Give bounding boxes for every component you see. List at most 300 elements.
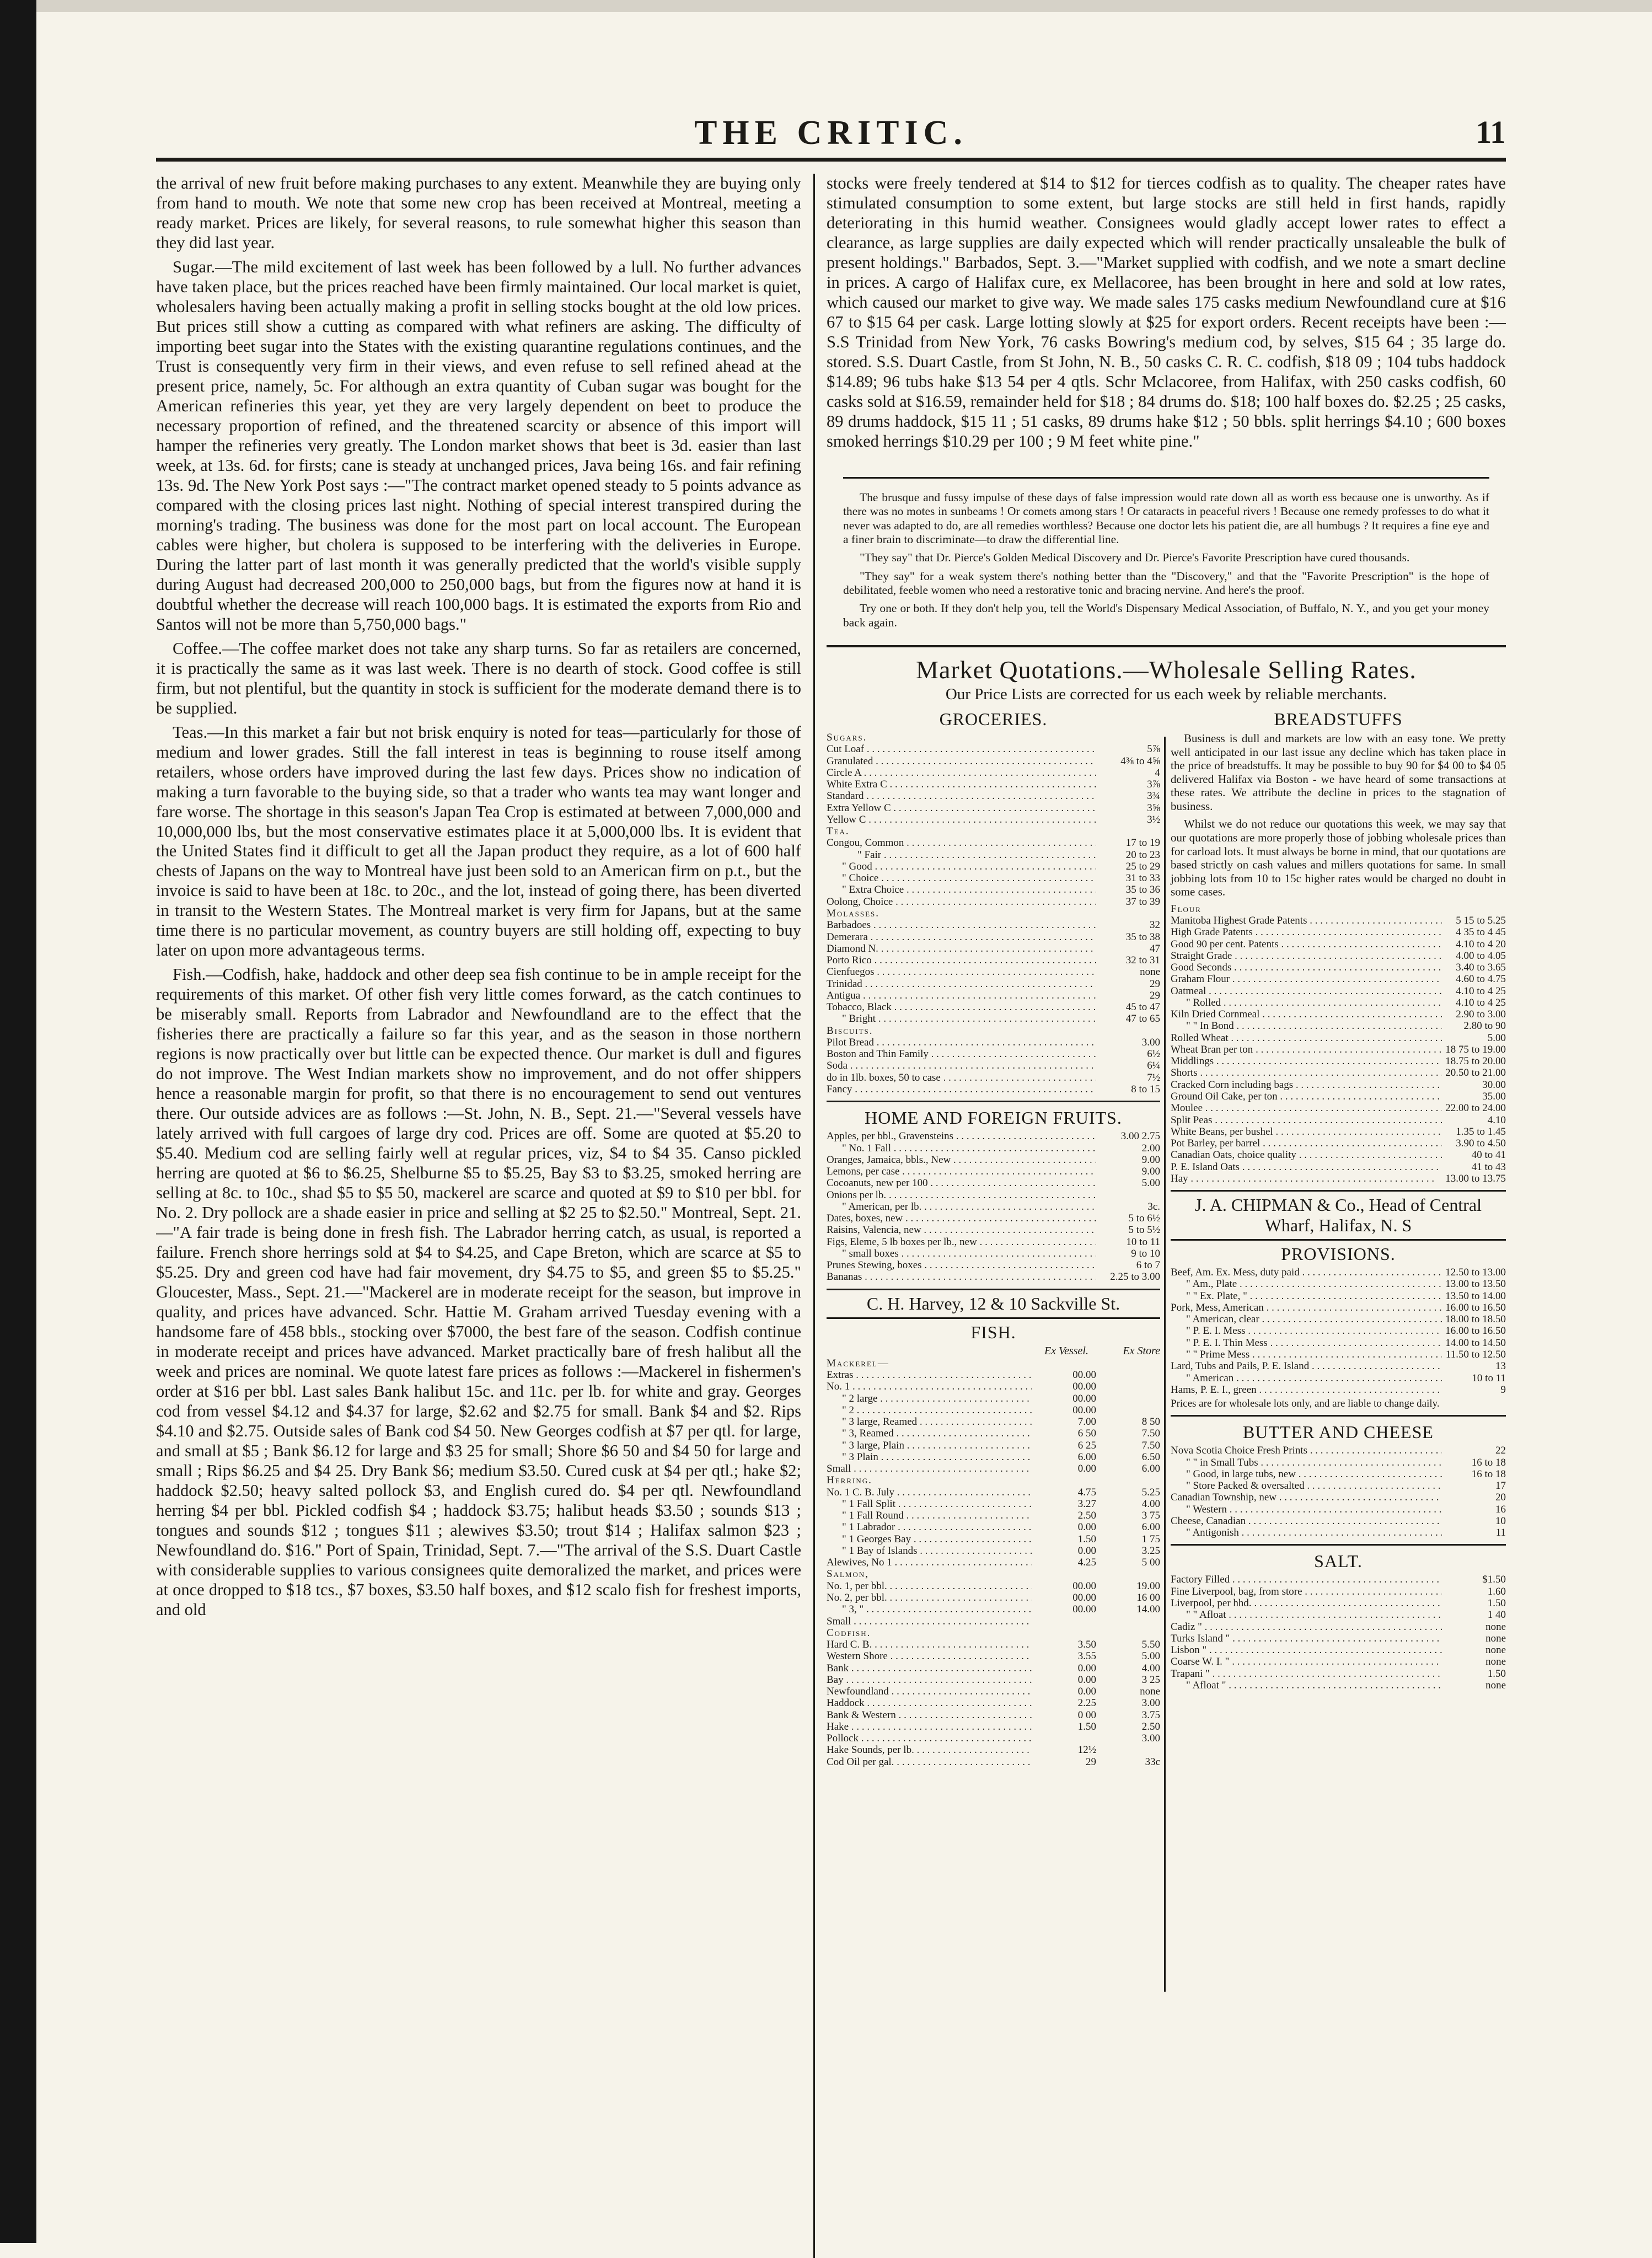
price-value: 31 to 33 <box>1125 872 1160 884</box>
fish-ex-vessel: 4.75 <box>1077 1486 1096 1498</box>
newspaper-page <box>156 114 1506 2258</box>
price-label: " small boxes . . . <box>827 1248 1096 1259</box>
price-value: 47 to 65 <box>1125 1013 1160 1025</box>
price-row <box>827 779 1160 790</box>
notice-paragraph: "They say" that Dr. Pierce's Golden Medical Discovery and Dr. Pierce's Favorite Prescription have cured thousands. <box>860 551 1410 565</box>
price-label: Flour <box>1171 903 1202 915</box>
price-label: Liverpool, per hhd. . . . <box>1171 1597 1442 1609</box>
price-row <box>827 1166 1160 1177</box>
fish-row <box>827 1498 1160 1510</box>
fish-ex-store <box>1096 1381 1160 1392</box>
page-top-edge <box>36 0 1652 12</box>
fish-ex-vessel: 0 00 <box>1077 1709 1096 1721</box>
price-label: Sugars. <box>827 732 867 744</box>
price-row <box>827 1001 1160 1013</box>
fish-ex-vessel: 0.00 <box>1077 1463 1096 1475</box>
fish-ex-vessel: 6 25 <box>1077 1439 1096 1451</box>
price-label: Pilot Bread . . . <box>827 1037 1096 1048</box>
table-column-rule <box>1164 737 1166 1992</box>
medical-notice <box>843 477 1489 630</box>
fish-ex-store: 4.00 <box>1141 1498 1160 1510</box>
price-row <box>1171 1161 1506 1173</box>
fish-label: Extras . . . <box>827 1369 1032 1381</box>
price-value: 2.90 to 3.00 <box>1456 1009 1506 1021</box>
fish-label: No. 1 . . . <box>827 1381 1032 1392</box>
price-row <box>827 849 1160 861</box>
price-label: Nova Scotia Choice Fresh Prints . . . <box>1171 1445 1442 1456</box>
price-label: " Antigonish . . . <box>1171 1527 1442 1538</box>
price-value: 5 to 6½ <box>1128 1213 1160 1225</box>
price-value: none <box>1140 966 1160 978</box>
price-label: " P. E. I. Mess . . . <box>1171 1325 1442 1337</box>
price-value <box>1442 903 1506 915</box>
fish-label: Bank . . . <box>827 1662 1032 1674</box>
price-row <box>827 943 1160 954</box>
market-report-paragraph: Sugar.—The mild excitement of last week has been followed by a lull. No further advances have taken place, but the prices reached have been firmly maintained. Our local market is quiet, wholesalers having been actually making a profit in selling stocks bought at the old low prices. But prices still show a cutting as compared with what refiners are asking. The difficulty of importing beet sugar into the States with the existing quarantine regulations continues, and the Trust is consequently very firm in their views, and even refuse to sell refined ahead at the present price, namely, 5c. For although an extra quantity of Cuban sugar was bought for the American refineries this year, yet they are very largely dependent on beet to produce the necessary proportion of refined, and the threatened scarcity or absence of this import will hamper the refineries very greatly. The London market shows that beet is 3d. easier than last week, at 13s. 6d. for firsts; cane is steady at unchanged prices, Java being 16s. and fair refining 13s. 9d. The New York Post says :—"The contract market opened steady to 5 points advance as compared with the closing prices last night. Nothing of special interest transpired during the morning's trading. The business was done for the most part on local account. The European cables were higher, but cholera is supposed to be interfering with the deliveries in Europe. During the latter part of last month it was generally predicted that the world's visible supply during August had decreased 200,000 to 250,000 bags, but from the figures now at hand it is doubtful whether the decrease will reach 100,000 bags. It is estimated the exports from Rio and Santos will not be more than 5,750,000 bags." <box>156 257 801 634</box>
fish-row <box>827 1404 1160 1416</box>
price-label: Oranges, Jamaica, bbls., New . . . <box>827 1154 1096 1166</box>
price-label: Yellow C . . . <box>827 814 1096 825</box>
price-value: 16.00 to 16.50 <box>1445 1325 1506 1337</box>
price-label: " Am., Plate . . . <box>1171 1278 1442 1290</box>
fish-label: No. 1, per bbl. . . . <box>827 1580 1032 1592</box>
price-row <box>1171 1149 1506 1161</box>
fish-label: Small . . . <box>827 1463 1032 1474</box>
price-row <box>827 1060 1160 1071</box>
price-row <box>827 990 1160 1001</box>
fish-row <box>827 1416 1160 1428</box>
fish-ex-store: 3.75 <box>1141 1709 1160 1721</box>
price-row <box>1171 1468 1506 1480</box>
fish-ex-store: 5 00 <box>1141 1557 1160 1569</box>
price-value <box>1096 732 1160 743</box>
price-value: 5 15 to 5.25 <box>1456 915 1506 927</box>
price-row <box>827 1189 1160 1201</box>
price-row <box>1171 915 1506 926</box>
price-value: none <box>1485 1621 1506 1633</box>
price-value: 32 to 31 <box>1125 954 1160 967</box>
price-value: 4.10 to 4 25 <box>1456 985 1506 997</box>
fish-ex-vessel: 6.00 <box>1077 1451 1096 1463</box>
fruits-credit: C. H. Harvey, 12 & 10 Sackville St. <box>827 1289 1160 1319</box>
price-row <box>827 1154 1160 1166</box>
fish-row <box>827 1510 1160 1521</box>
price-label: Cut Loaf . . . <box>827 743 1096 755</box>
fish-ex-vessel: 00.00 <box>1072 1603 1096 1616</box>
fish-row <box>827 1487 1160 1498</box>
breadstuffs-heading: BREADSTUFFS <box>1274 709 1403 730</box>
fish-ex-vessel: 00.00 <box>1072 1392 1096 1404</box>
price-value <box>1096 908 1160 919</box>
price-row <box>1171 973 1506 985</box>
price-label: Lisbon " . . . <box>1171 1644 1442 1656</box>
price-label: Molasses. <box>827 908 879 919</box>
price-label: P. E. Island Oats . . . <box>1171 1161 1442 1173</box>
price-label: " Fair . . . <box>827 849 1096 861</box>
price-value: 1 40 <box>1487 1609 1506 1621</box>
price-value: 3⅝ <box>1147 802 1160 814</box>
price-row <box>1171 1325 1506 1337</box>
fish-label: Bank & Western . . . <box>827 1709 1032 1721</box>
fish-ex-store <box>1096 1404 1160 1416</box>
price-label: Canadian Oats, choice quality . . . <box>1171 1149 1442 1161</box>
price-row <box>1171 1044 1506 1055</box>
fish-row <box>827 1440 1160 1451</box>
page-binding-edge <box>0 0 36 2243</box>
fish-row <box>827 1733 1160 1744</box>
provisions-table <box>1171 1267 1506 1396</box>
price-label: " Good . . . <box>827 861 1096 872</box>
price-row <box>1171 1644 1506 1656</box>
fish-ex-store: 2.50 <box>1141 1720 1160 1733</box>
price-row <box>827 1143 1160 1154</box>
price-row <box>827 837 1160 849</box>
price-value: 1.35 to 1.45 <box>1456 1125 1506 1138</box>
salt-table <box>1171 1574 1506 1691</box>
price-row <box>1171 1067 1506 1079</box>
price-value: 14.00 to 14.50 <box>1445 1337 1506 1349</box>
price-label: White Beans, per bushel . . . <box>1171 1126 1442 1138</box>
fish-ex-vessel: 00.00 <box>1072 1580 1096 1592</box>
price-label: " Extra Choice . . . <box>827 884 1096 895</box>
fish-ex-store: 3.25 <box>1141 1544 1160 1557</box>
price-row <box>1171 1267 1506 1278</box>
price-label: Standard . . . <box>827 790 1096 802</box>
price-label: Prunes Stewing, boxes . . . <box>827 1259 1096 1271</box>
fish-ex-vessel: 4.25 <box>1077 1557 1096 1569</box>
price-label: Cienfuegos . . . <box>827 966 1096 978</box>
fish-label: " 3, Reamed . . . <box>827 1428 1032 1439</box>
price-label: Extra Yellow C . . . <box>827 802 1096 814</box>
fish-ex-vessel <box>1032 1568 1096 1580</box>
price-value: none <box>1485 1632 1506 1644</box>
fish-ex-store <box>1096 1616 1160 1627</box>
price-row <box>827 814 1160 825</box>
price-row <box>1171 1032 1506 1044</box>
price-row <box>827 978 1160 990</box>
price-value: 20 <box>1495 1492 1506 1504</box>
price-value: 4.10 to 4 20 <box>1456 938 1506 950</box>
price-row <box>827 1013 1160 1025</box>
price-value: 20 to 23 <box>1125 849 1160 861</box>
price-value: 35 to 38 <box>1125 931 1160 943</box>
notice-paragraph: "They say" for a weak system there's nothing better than the "Discovery," and that the "Favorite Prescription" is the hope of debilitated, feeble women who need a restorative tonic and bracing nervine. And here's the proof. <box>843 569 1489 597</box>
price-label: Rolled Wheat . . . <box>1171 1032 1442 1044</box>
fish-label: " 1 Labrador . . . <box>827 1521 1032 1533</box>
price-label: Onions per lb. . . . <box>827 1189 1096 1201</box>
price-row <box>827 802 1160 814</box>
price-value: 5.00 <box>1487 1032 1506 1044</box>
price-row <box>1171 1621 1506 1633</box>
fish-label: " 2 large . . . <box>827 1393 1032 1404</box>
price-value <box>1096 825 1160 837</box>
price-value: 10 to 11 <box>1472 1372 1506 1384</box>
price-row <box>827 884 1160 895</box>
fish-ex-vessel: 12½ <box>1077 1744 1096 1756</box>
price-label: Oolong, Choice . . . <box>827 896 1096 908</box>
fish-row <box>827 1568 1160 1580</box>
price-label: " American, per lb. . . . <box>827 1201 1096 1213</box>
price-row <box>827 743 1160 755</box>
price-row <box>1171 1278 1506 1290</box>
butter-cheese-heading: BUTTER AND CHEESE <box>1171 1415 1506 1442</box>
price-value: 11.50 to 12.50 <box>1445 1349 1506 1360</box>
price-row <box>1171 1349 1506 1360</box>
breadstuffs-credit: J. A. CHIPMAN & Co., Head of Central Wharf, Halifax, N. S <box>1171 1190 1506 1241</box>
fish-heading: FISH. <box>970 1322 1016 1342</box>
price-value: 6½ <box>1147 1048 1160 1060</box>
price-value: 7½ <box>1147 1071 1160 1084</box>
fish-label: Newfoundland . . . <box>827 1686 1032 1697</box>
price-row <box>827 861 1160 872</box>
fish-row <box>827 1474 1160 1486</box>
price-row <box>1171 950 1506 962</box>
fish-label: " 1 Bay of Islands . . . <box>827 1545 1032 1557</box>
fish-label: Alewives, No 1 . . . <box>827 1557 1032 1568</box>
fish-ex-store: 3.00 <box>1141 1733 1160 1745</box>
breadstuffs-commentary <box>1171 732 1506 899</box>
price-row <box>1171 1527 1506 1538</box>
price-row <box>827 1048 1160 1060</box>
price-label: Congou, Common . . . <box>827 837 1096 849</box>
price-value: none <box>1485 1656 1506 1668</box>
price-label: Manitoba Highest Grade Patents . . . <box>1171 915 1442 926</box>
price-value: 12.50 to 13.00 <box>1445 1267 1506 1279</box>
fish-ex-store: none <box>1140 1686 1160 1698</box>
price-row <box>1171 1597 1506 1609</box>
price-value: 3.00 2.75 <box>1120 1130 1160 1143</box>
fish-ex-store <box>1096 1568 1160 1580</box>
fish-label: Herring. <box>827 1474 872 1487</box>
fish-ex-vessel: 29 <box>1086 1756 1096 1768</box>
price-row <box>1171 1609 1506 1621</box>
price-value: 11 <box>1495 1527 1506 1539</box>
right-column <box>827 174 1506 2258</box>
price-value: 4.00 to 4.05 <box>1456 950 1506 962</box>
fish-ex-vessel: 0.00 <box>1077 1686 1096 1698</box>
price-label: Moulee . . . <box>1171 1102 1442 1114</box>
fish-row <box>827 1369 1160 1381</box>
price-label: " " In Bond . . . <box>1171 1020 1442 1032</box>
price-label: Graham Flour . . . <box>1171 973 1442 985</box>
fish-label: Hake Sounds, per lb. . . . <box>827 1744 1032 1756</box>
fish-row <box>827 1358 1160 1369</box>
price-value: 1.50 <box>1487 1597 1506 1609</box>
groceries-heading: GROCERIES. <box>939 709 1048 730</box>
price-label: High Grade Patents . . . <box>1171 926 1442 938</box>
price-label: Fine Liverpool, bag, from store . . . <box>1171 1586 1442 1597</box>
price-row <box>827 767 1160 779</box>
price-row <box>1171 1126 1506 1138</box>
fish-ex-store <box>1096 1474 1160 1486</box>
price-value: 3⅞ <box>1147 779 1160 791</box>
provisions-note: Prices are for wholesale lots only, and are liable to change daily. <box>1171 1398 1440 1410</box>
price-row <box>1171 1313 1506 1325</box>
price-row <box>827 1025 1160 1037</box>
fish-ex-vessel <box>1032 1733 1096 1744</box>
market-quotations-title: Market Quotations.—Wholesale Selling Rates. <box>916 656 1417 684</box>
price-label: Oatmeal . . . <box>1171 985 1442 997</box>
price-label: Diamond N. . . . <box>827 943 1096 954</box>
fish-row <box>827 1697 1160 1709</box>
price-value: 18.75 to 20.00 <box>1445 1055 1506 1068</box>
price-row <box>1171 997 1506 1009</box>
fish-ex-store: 6.00 <box>1141 1521 1160 1533</box>
price-label: " " Ex. Plate, " . . . <box>1171 1290 1442 1302</box>
fish-ex-vessel: 00.00 <box>1072 1369 1096 1381</box>
price-value: none <box>1485 1644 1506 1656</box>
fish-label: Salmon, <box>827 1568 869 1580</box>
notice-paragraph: Try one or both. If they don't help you, tell the World's Dispensary Medical Association, of Buffalo, N. Y., and you get your money back again. <box>843 602 1489 629</box>
price-value: 2.00 <box>1141 1142 1160 1154</box>
price-row <box>1171 1020 1506 1032</box>
market-quotations-subtitle: Our Price Lists are corrected for us each week by reliable merchants. <box>945 685 1387 704</box>
price-value: 16 to 18 <box>1471 1456 1506 1468</box>
price-value: 10 to 11 <box>1126 1236 1160 1248</box>
fish-ex-store: 5.25 <box>1141 1486 1160 1498</box>
price-label: Cadiz " . . . <box>1171 1621 1442 1633</box>
price-row <box>1171 985 1506 997</box>
price-row <box>827 872 1160 884</box>
price-label: Dates, boxes, new . . . <box>827 1213 1096 1224</box>
price-row <box>827 1224 1160 1236</box>
price-value: 35.00 <box>1482 1091 1506 1103</box>
price-row <box>827 1084 1160 1095</box>
fish-row <box>827 1603 1160 1615</box>
fish-table <box>827 1358 1160 1768</box>
price-row <box>1171 938 1506 950</box>
fish-row <box>827 1463 1160 1474</box>
fish-ex-store: 4.00 <box>1141 1662 1160 1674</box>
fish-ex-vessel: 00.00 <box>1072 1381 1096 1393</box>
price-label: Soda . . . <box>827 1060 1096 1071</box>
fish-ex-vessel: 0.00 <box>1077 1662 1096 1674</box>
price-row <box>1171 1079 1506 1091</box>
price-row <box>1171 1492 1506 1503</box>
price-label: do in 1lb. boxes, 50 to case . . . <box>827 1072 1096 1084</box>
price-row <box>827 896 1160 908</box>
price-value: 9 <box>1500 1383 1506 1396</box>
fish-row <box>827 1533 1160 1545</box>
price-row <box>1171 926 1506 938</box>
price-value: 16 to 18 <box>1471 1468 1506 1480</box>
price-value: 47 <box>1150 942 1160 954</box>
fish-row <box>827 1662 1160 1674</box>
price-label: Raisins, Valencia, new . . . <box>827 1224 1096 1236</box>
price-label: Kiln Dried Cornmeal . . . <box>1171 1009 1442 1020</box>
price-label: Hams, P. E. I., green . . . <box>1171 1384 1442 1396</box>
market-report-paragraph: Teas.—In this market a fair but not brisk enquiry is noted for teas—particularly for those of medium and lower grades. Still the fall interest in teas is beginning to rouse itself among retailers, whose orders have improved during the last few days. Prices show no indication of making a turn favorable to the buying side, so that a trader who wants tea may want longer and fare worse. The shortage in this season's Japan Tea Crop is estimated at between 7,000,000 and 10,000,000 lbs, but the most conservative estimates place it at 5,000,000 lbs. It is evident that the United States find it difficult to get all the Japan product they require, as a lot of 600 half chests of Japans on the way to Montreal have just been sold to an American firm on p.t., but the invoice is said to have been at 18c. to 20c., and the lot, instead of going there, has been diverted in transit to the Western States. The Montreal market is very firm for Japans, but at the same time there is no particular movement, as country buyers are still holding off, expecting to buy later on upon more advantageous terms. <box>156 722 801 960</box>
price-row <box>1171 1656 1506 1667</box>
price-label: " Western . . . <box>1171 1504 1442 1515</box>
price-value: 30.00 <box>1482 1079 1506 1091</box>
market-report-paragraph: Fish.—Codfish, hake, haddock and other deep sea fish continue to be in ample receipt for the requirements of this market. Of other fish very little comes forward, as the catch continues to be miserably small. Reports from Labrador and Newfoundland are to the effect that the fisheries there are practically a failure so far this year, and as the season in those northern regions is now practically over but little can be expected thence. Our market is dull and figures do not improve. The West Indian markets show no improvement, and do not offer shippers hence a reasonable margin for profit, so that there is no encouragement to send out ventures there. Our outside advices are as follows :—St. John, N. B., Sept. 21.—"Several vessels have lately arrived with full cargoes of large dry cod. Prices are off. Some are quoted at $5.20 to $5.40. Medium cod are selling fairly well at regular prices, viz, $4 to $4 35. Canso pickled herring are quoted at $6 to $6.25, Shelburne $5 to $5.25, Bay $3 to $3.25, smoked herring are selling at 8c. to 10c., shad $5 to $5 50, mackerel are scarce and quoted at $9 to $10 per bbl. for No. 2. Dry pollock are a shade easier in price and selling at $2 25 to $2.50." Montreal, Sept. 21.—"A fair trade is being done in fresh fish. The Labrador herring catch, as usual, is reported a failure. French shore herrings sold at $4 to $4.25, and Cape Breton, which are scarce at $5 to $5.25. Dry and green cod have had fair movement, dry $4.75 to $5, and green $5 to $5.25." Gloucester, Mass., Sept. 21.—"Mackerel are in moderate receipt for the season, but improve in quality, and prices have advanced. Schr. Hattie M. Graham arrived Tuesday evening with a handsome fare of 458 bbls., stocking over $7000, the best fare of the season. Codfish continue in moderate receipt and prices have advanced. Market practically bare of fresh halibut all the week and prices are nominal. We quote latest fare prices as follows :—Mackerel in fishermen's order at $16 per bbl. Last sales Bank halibut 15c. and 11c. per lb. for white and gray. Georges cod from vessel $4.12 and $4.37 for large, $2.62 and $2.75 for small. Bank $4 and $2. Rips $4.10 and $2.75. Outside sales of Bank cod $4 50. New Georges codfish at $7 per qtl. for large, and small at $5 ; Bank $6.12 for large and $3 25 for small; Shore $6 50 and $4 50 for large and small ; Rips $6.25 and $4 25. Dry Bank $6; medium $3.50. Cured cusk at $4 per qtl.; hake $2; haddock $2.50; heavy salted pollock $3, and English cured do. $4 per qtl. Newfoundland herring $4 per bbl. Pickled codfish $4 ; haddock $3.75; halibut heads $3.50 ; sounds $13 ; tongues and sounds $12 ; tongues $11 ; alewives $3.50; trout $14 ; Halifax salmon $23 ; Newfoundland do. $16." Port of Spain, Trinidad, Sept. 7.—"The arrival of the S.S. Duart Castle with considerable supplies to various consignees quite demoralized the market, and prices were at once dropped to $18 tcs., $7 boxes, $3.50 half boxes, and $12 scalo fish for freshest imports, and old <box>156 965 801 1619</box>
price-row <box>1171 1668 1506 1680</box>
price-row <box>827 931 1160 943</box>
fish-label: Pollock . . . <box>827 1733 1032 1744</box>
market-quotations-header <box>827 645 1506 704</box>
fish-col-ex-store: Ex Store <box>1123 1344 1160 1357</box>
left-column <box>156 174 801 2258</box>
price-value: 3½ <box>1147 813 1160 825</box>
price-value <box>1096 1189 1160 1201</box>
fish-ex-vessel: 7.00 <box>1077 1416 1096 1428</box>
price-label: Biscuits. <box>827 1025 873 1037</box>
fish-ex-vessel: 0.00 <box>1077 1521 1096 1533</box>
price-row <box>1171 962 1506 973</box>
fish-row <box>827 1650 1160 1662</box>
fish-label: No. 1 C. B. July . . . <box>827 1487 1032 1498</box>
price-row <box>827 1248 1160 1259</box>
fish-label: " 2 . . . <box>827 1404 1032 1416</box>
fish-ex-store: 3 25 <box>1141 1674 1160 1686</box>
market-report-paragraph: Coffee.—The coffee market does not take any sharp turns. So far as retailers are concerned, it is practically the same as it was last week. There is no dearth of stock. Good coffee is still firm, but not plentiful, but the quantity in stock is sufficient for the moderate demand there is to be supplied. <box>156 639 801 717</box>
price-row <box>827 790 1160 802</box>
fish-ex-store: 3.00 <box>1141 1697 1160 1709</box>
price-row <box>1171 1515 1506 1527</box>
price-label: Coarse W. I. " . . . <box>1171 1656 1442 1667</box>
price-row <box>827 1130 1160 1142</box>
fish-ex-store <box>1096 1369 1160 1381</box>
price-value: 32 <box>1150 919 1160 931</box>
fish-row <box>827 1521 1160 1533</box>
fish-row <box>827 1592 1160 1603</box>
market-table-right <box>1171 707 1506 1691</box>
price-label: Fancy . . . <box>827 1084 1096 1095</box>
fish-ex-vessel: 1.50 <box>1077 1533 1096 1545</box>
price-label: Bananas . . . <box>827 1271 1096 1283</box>
price-label: " Rolled . . . <box>1171 997 1442 1009</box>
price-value: 13 <box>1495 1360 1506 1372</box>
price-label: Trinidad . . . <box>827 978 1096 990</box>
price-value: 41 to 43 <box>1471 1161 1506 1173</box>
price-row <box>1171 1384 1506 1396</box>
price-value: $1.50 <box>1482 1574 1506 1586</box>
price-value: 35 to 36 <box>1125 884 1160 896</box>
price-label: Straight Grade . . . <box>1171 950 1442 962</box>
price-value: 16.00 to 16.50 <box>1445 1301 1506 1313</box>
price-value: 9.00 <box>1141 1154 1160 1166</box>
fish-row <box>827 1756 1160 1768</box>
price-label: Ground Oil Cake, per ton . . . <box>1171 1091 1442 1102</box>
price-label: " No. 1 Fall . . . <box>827 1143 1096 1154</box>
price-row <box>1171 1302 1506 1313</box>
price-label: Porto Rico . . . <box>827 954 1096 966</box>
price-label: Good 90 per cent. Patents . . . <box>1171 938 1442 950</box>
price-row <box>827 1201 1160 1213</box>
fish-row <box>827 1393 1160 1404</box>
fish-ex-vessel: 3.55 <box>1077 1650 1096 1662</box>
price-value: 13.00 to 13.75 <box>1445 1172 1506 1184</box>
fish-row <box>827 1709 1160 1721</box>
price-value: 4⅜ to 4⅝ <box>1120 755 1160 767</box>
fish-row <box>827 1627 1160 1639</box>
price-value: 3.00 <box>1141 1036 1160 1048</box>
provisions-heading: PROVISIONS. <box>1281 1244 1396 1264</box>
price-label: Pork, Mess, American . . . <box>1171 1302 1442 1313</box>
price-label: Cheese, Canadian . . . <box>1171 1515 1442 1527</box>
price-label: Granulated . . . <box>827 755 1096 767</box>
butter-cheese-table <box>1171 1445 1506 1538</box>
price-label: " Afloat " . . . <box>1171 1680 1442 1691</box>
price-label: Tobacco, Black . . . <box>827 1001 1096 1013</box>
price-label: Demerara . . . <box>827 931 1096 943</box>
price-value: 17 to 19 <box>1125 837 1160 849</box>
price-value: 4.10 to 4 25 <box>1456 996 1506 1009</box>
price-row <box>1171 903 1506 915</box>
price-row <box>827 825 1160 837</box>
fish-row <box>827 1451 1160 1463</box>
